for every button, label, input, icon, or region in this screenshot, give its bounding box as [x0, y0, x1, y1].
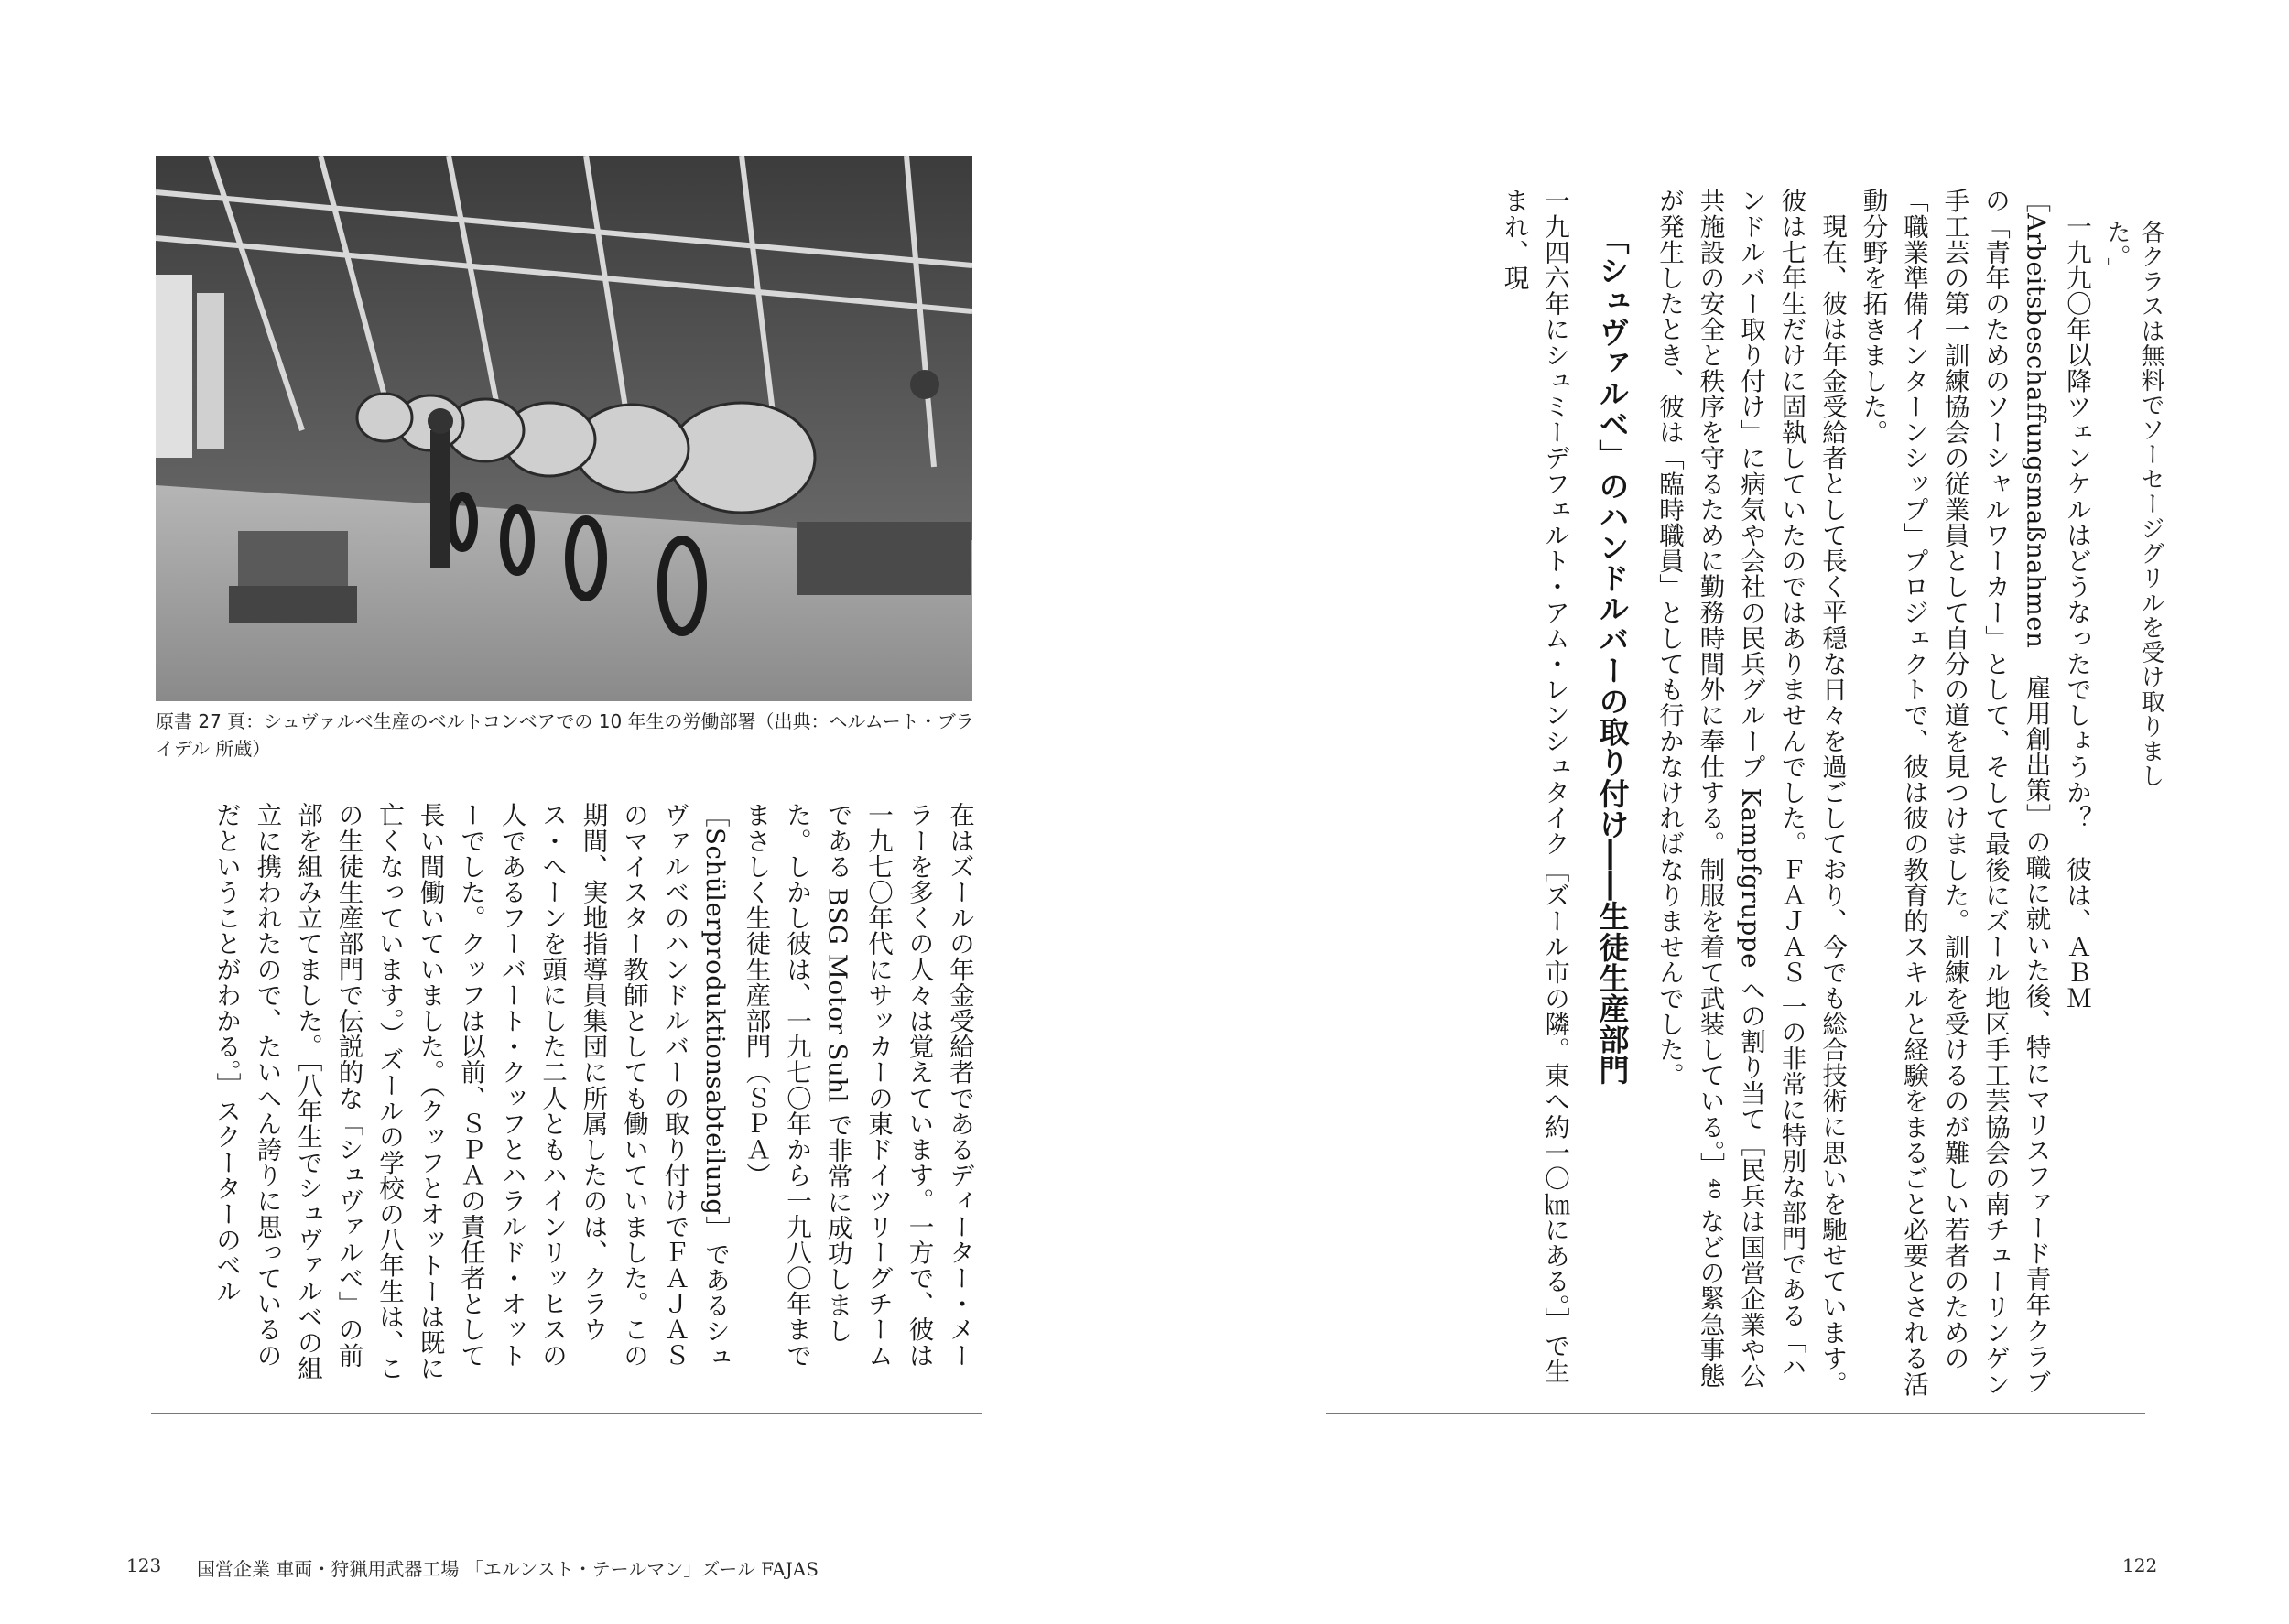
left-page-text: [151, 802, 980, 1388]
page-number-right: 122: [2122, 1554, 2158, 1576]
running-title: 国営企業 車両・狩猟用武器工場 「エルンスト・テールマン」ズール FAJAS: [197, 1558, 819, 1580]
right-paragraph-1: 一九九〇年以降ツェンケルはどうなったでしょうか？ 彼は、ＡＢＭ［Arbeitsbeschaffungsmaßnahmen 雇用創出策］の職に就いた後、特にマリスファード青年クラブの「青年のためのソーシャルワーカー」として、そして最後にズール地区手工芸協会の南チューリンゲン手工芸の第一訓練協会の従業員として自分の道を見つけました。訓練を受けるのが難しい若者のための「職業準備インターンシップ」プロジェクトで、彼は彼の教育的スキルと経験をまるごと必要とされる活動分野を拓きました。: [1858, 188, 2091, 1397]
section-heading: 「シュヴァルベ」のハンドルバーの取り付け――生徒生産部門: [1594, 224, 1631, 1086]
factory-photo: [156, 156, 972, 701]
photo-caption: 原書 27 頁：シュヴァルベ生産のベルトコンベアでの 10 年生の労働部署（出典：ヘルムート・ブライデル 所蔵）: [156, 710, 974, 760]
right-paragraph-2: 現在、彼は年金受給者として長く平穏な日々を過ごしており、今でも総合技術に思いを馳せています。彼は七年生だけに固執していたのではありませんでした。ＦＡＪＡＳ 一の非常に特別な部門である「ハンドルバー取り付け」に病気や会社の民兵グループ Kampfgruppe への割り当て［民兵は国営企業や公共施設の安全と秩序を守るために勤務時間外に奉仕する。制服を着て武装している。］⁴⁰ などの緊急事態が発生したとき、彼は「臨時職員」としても行かなければなりませんでした。: [1654, 188, 1847, 1397]
divider-right: [1326, 1413, 2145, 1414]
quote-line: 各クラスは無料でソーセージグリルを受け取りました。」: [2103, 220, 2164, 788]
assembly-line-image: [156, 156, 972, 701]
page-number-left: 123: [126, 1554, 162, 1576]
left-paragraph: 在はズールの年金受給者であるディーター・メーラーを多くの人々は覚えています。一方で、彼は一九七〇年代にサッカーの東ドイツリーグチームである BSG Motor Suhl で非常に成功しました。しかし彼は、一九七〇年から一九八〇年までまさしく生徒生産部門（ＳＰＡ）［Schülerproduktionsabteilung］であるシュヴァルベのハンドルバーの取り付けでＦＡＪＡＳのマイスター教師としても働いていました。この期間、実地指導員集団に所属したのは、クラウス・ヘーンを頭にした二人ともハインリッヒスの人であるフーバート・クッフとハラルド・オットーでした。クッフは以前、ＳＰＡの責任者として長い間働いていました。（クッフとオットーは既に亡くなっています。）ズールの学校の八年生は、この生徒生産部門で伝説的な「シュヴァルベ」の前部を組み立てました。［八年生でシュヴァルベの組立に携われたので、たいへん誇りに思っているのだということがわかる。］スクーターのベル: [212, 802, 974, 1381]
divider-left: [151, 1413, 982, 1414]
right-page-text: [1328, 188, 2097, 1405]
right-paragraph-3: 一九四六年にシュミーデフェルト・アム・レンシュタイク［ズール市の隣。東へ約一〇㎞にある。］で生まれ、現: [1499, 188, 1569, 1384]
